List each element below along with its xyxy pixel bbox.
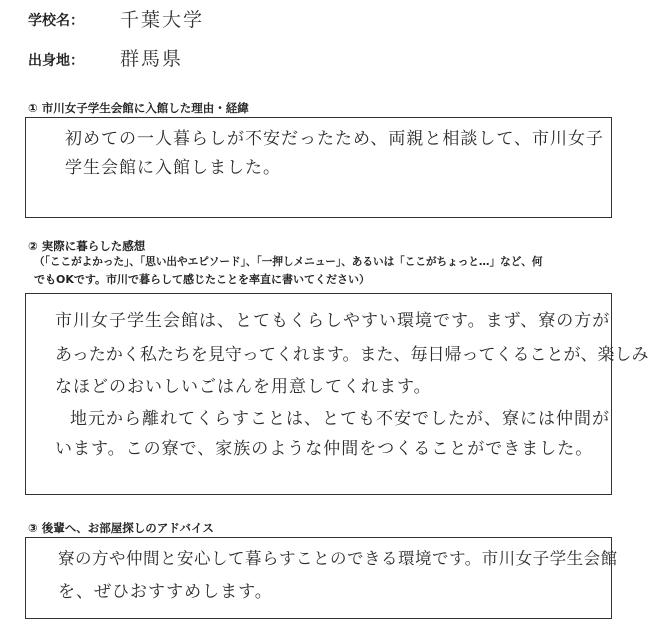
section3-line-2: を、ぜひおすすめします。 [58, 582, 273, 602]
school-label: 学校名： [28, 13, 84, 29]
section2-line-3: なほどのおいしいごはんを用意してくれます。 [55, 377, 432, 397]
section2-line-1: 市川女子学生会館は、とてもくらしやすい環境です。まず、寮の方が [55, 311, 611, 331]
section2-heading: ② 実際に暮らした感想 [28, 239, 146, 253]
section1-line-1: 初めての一人暮らしが不安だったため、両親と相談して、市川女子 [65, 129, 604, 149]
school-value: 千葉大学 [120, 9, 205, 31]
section2-line-4: 地元から離れてくらすことは、とても不安でしたが、寮には仲間が [70, 409, 610, 429]
section2-note-line-1: （「ここがよかった」、「思い出やエピソード」、「一押しメニュー」、あるいは「ここがちょっと…」など、何 [34, 256, 543, 268]
section1-line-2: 学生会館に入館しました。 [65, 158, 281, 178]
origin-value: 群馬県 [120, 48, 184, 70]
section3-line-1: 寮の方や仲間と安心して暮らすことのできる環境です。市川女子学生会館 [58, 549, 618, 568]
section2-note-line-2: でもOKです。市川で暮らして感じたことを率直に書いてください） [34, 273, 370, 286]
section2-line-2: あったかく私たちを見守ってくれます。また、毎日帰ってくることが、楽しみ [55, 345, 649, 365]
section2-line-5: います。この寮で、家族のような仲間をつくることができました。 [55, 439, 594, 459]
origin-label: 出身地： [28, 53, 84, 69]
section1-heading: ① 市川女子学生会館に入館した理由・経緯 [28, 101, 249, 115]
section3-heading: ③ 後輩へ、お部屋探しのアドバイス [28, 521, 214, 535]
